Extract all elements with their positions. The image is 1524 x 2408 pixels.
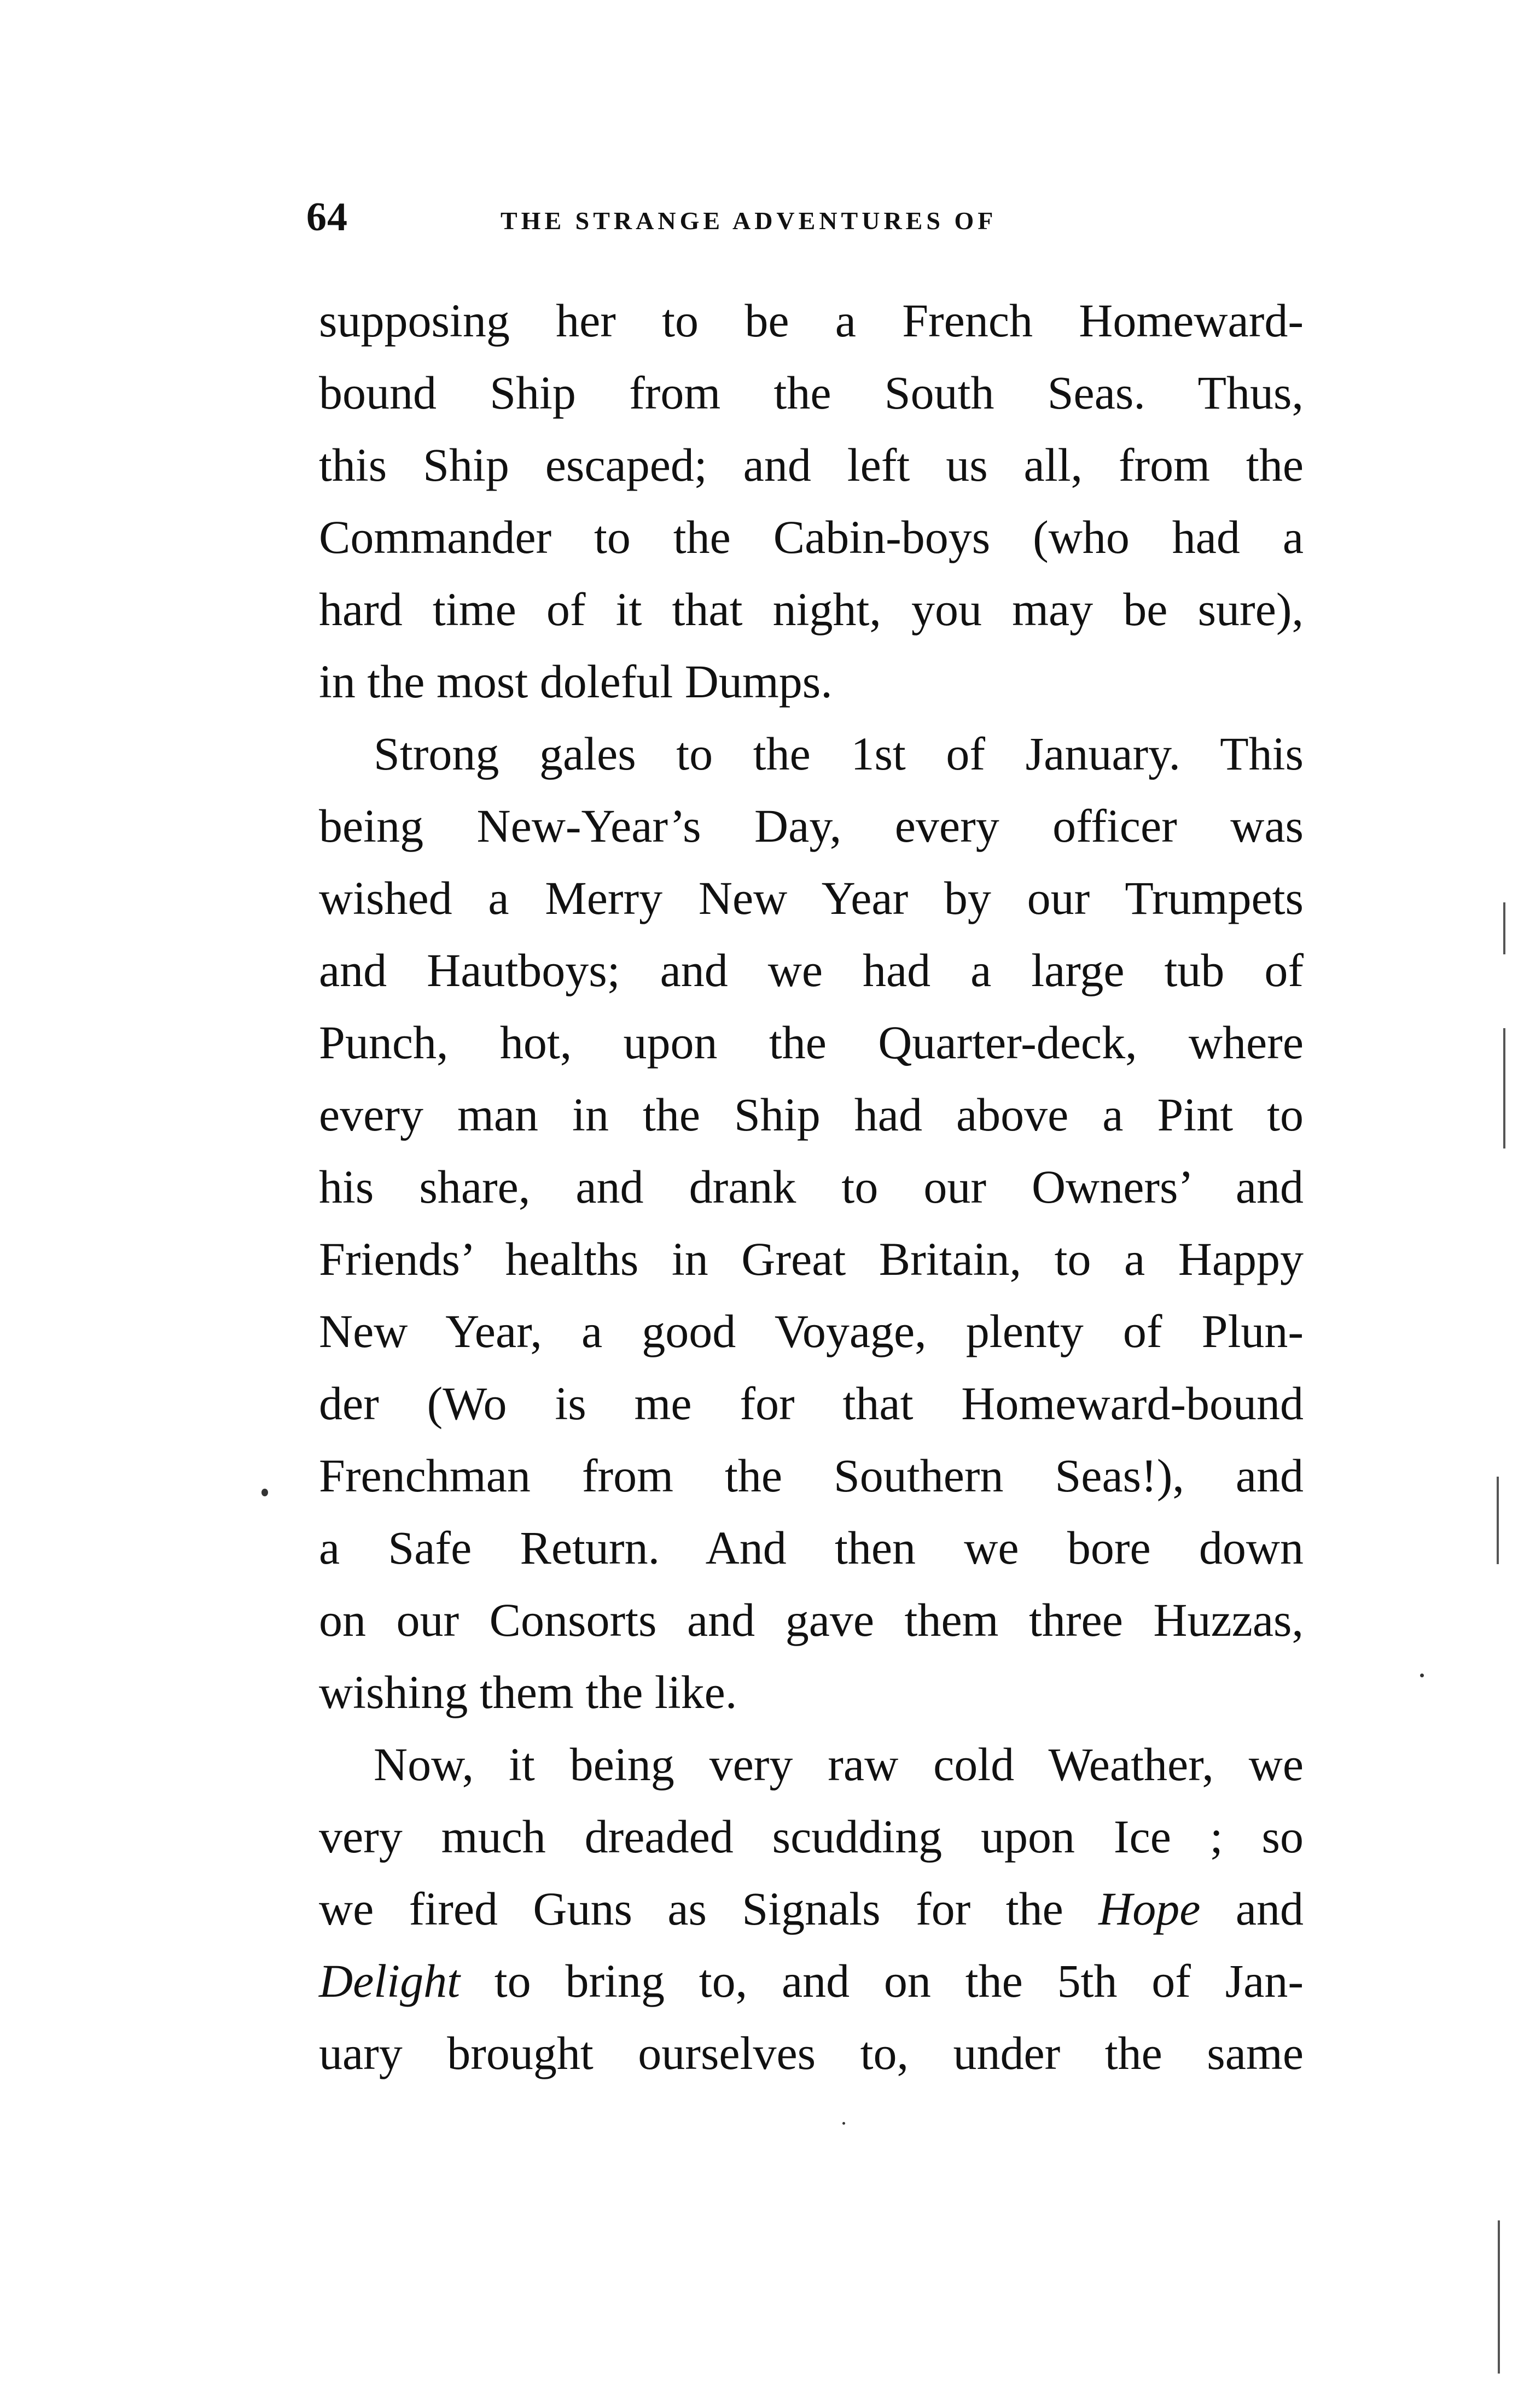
text-line: very much dreaded scudding upon Ice ; so	[319, 1810, 1304, 1863]
text-line: every man in the Ship had above a Pint to	[319, 1088, 1304, 1141]
text-line: wishing them the like.	[319, 1666, 737, 1718]
body-text	[319, 284, 1304, 2089]
text-line: on our Consorts and gave them three Huzzas,	[319, 1594, 1304, 1646]
text-line: this Ship escaped; and left us all, from the	[319, 439, 1304, 491]
text-line: and Hautboys; and we had a large tub of	[319, 944, 1304, 996]
text-line: Commander to the Cabin-boys (who had a	[319, 511, 1304, 563]
text-line: bound Ship from the South Seas. Thus,	[319, 366, 1304, 419]
text-line	[319, 1945, 1304, 2017]
text-segment: to bring to, and on the 5th of Jan-	[494, 1955, 1304, 2007]
text-line: a Safe Return. And then we bore down	[319, 1521, 1304, 1574]
scan-edge-mark	[1497, 1477, 1499, 1564]
text-line: his share, and drank to our Owners’ and	[319, 1161, 1304, 1213]
text-line: being New-Year’s Day, every officer was	[319, 800, 1304, 852]
text-segment: we fired Guns as Signals for the	[319, 1882, 1063, 1935]
text-line: New Year, a good Voyage, plenty of Plun-	[319, 1305, 1304, 1357]
text-line: supposing her to be a French Homeward-	[319, 294, 1304, 347]
ship-name-hope: Hope	[1098, 1882, 1201, 1935]
text-line: Now, it being very raw cold Weather, we	[374, 1738, 1304, 1791]
text-line: uary brought ourselves to, under the same	[319, 2027, 1304, 2079]
text-line: Friends’ healths in Great Britain, to a Happy	[319, 1233, 1304, 1285]
text-line: der (Wo is me for that Homeward-bound	[319, 1377, 1304, 1430]
text-segment: and	[1235, 1882, 1304, 1935]
text-line: Strong gales to the 1st of January. This	[374, 727, 1304, 780]
scan-edge-mark	[1503, 902, 1505, 954]
scan-edge-mark	[1503, 1028, 1505, 1148]
scan-edge-mark	[1498, 2220, 1500, 2374]
page-number: 64	[306, 195, 348, 240]
text-line: wished a Merry New Year by our Trumpets	[319, 872, 1304, 924]
text-line: Frenchman from the Southern Seas!), and	[319, 1449, 1304, 1502]
text-line: Punch, hot, upon the Quarter-deck, where	[319, 1016, 1304, 1069]
scan-speck	[1420, 1674, 1424, 1677]
text-line	[319, 1873, 1304, 1945]
scan-speck	[261, 1489, 268, 1496]
scan-speck	[842, 2122, 845, 2125]
page-header	[306, 194, 1324, 243]
text-line: hard time of it that night, you may be sure),	[319, 583, 1304, 635]
running-title: THE STRANGE ADVENTURES OF	[501, 207, 997, 235]
text-line: in the most doleful Dumps.	[319, 655, 833, 708]
ship-name-delight: Delight	[319, 1955, 460, 2007]
